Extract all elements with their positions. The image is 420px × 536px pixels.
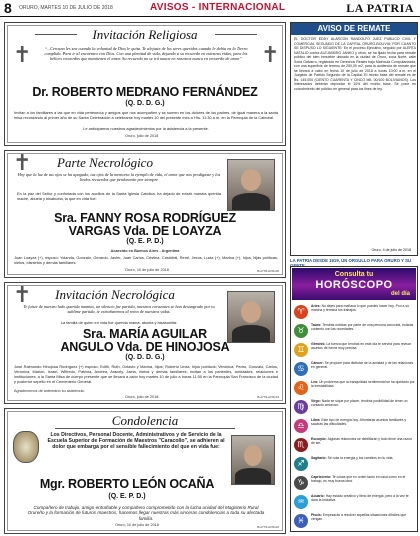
photo-face — [241, 169, 261, 191]
sign-text — [311, 399, 416, 408]
condolence-closing: Compañero de trabajo, amigo entrañable y compañero comprometido con la lucha unidad del Magisterio Rural Orureño y la formación de futuros maestros, hacemos llegar nuestras más sinceras condolencias a toda su afectada familia. — [27, 505, 265, 521]
sign-text — [311, 475, 416, 484]
sign-prediction: Algunas relaciones se debilitarán y todo tiene una razón de ser. — [311, 437, 412, 446]
horoscope-sign-cáncer — [293, 360, 416, 379]
notice-title: Parte Necrológico — [57, 155, 153, 170]
horoscope-panel — [290, 266, 418, 532]
sign-name: Leo: — [311, 380, 320, 384]
notice-parte-necrologico — [4, 150, 286, 278]
zodiac-tauro-icon: ♉ — [294, 324, 308, 338]
condolence-body: Los Directivos, Personal Docente, Administrativos y de Servicio de la Escuela Superior de Formación de Maestros "Caracollo", se adhieren al dolor que embarga por el sensible fallecimiento del que en vida fue: — [47, 432, 225, 451]
aviso-text: EL DOCTOR EDDY ALARCON RANDOLFO JUEZ PUBLICO CIVIL Y COMERCIAL SEGUNDO DE LA CAPITAL ORURO-BOLIVIA; POR CUANTO SE DISPUSO LO SIGUIENTE: En el proceso Ejecutivo, seguido por ALERTA NATALIO contra ALEJANDRO JANKO y otros, se ha fijado fecha para remate público del bien inmueble ubicado en la ciudad de Oruro, zona Norte, calle Soria Galvarro, registrado en Derechos Reales bajo Matrícula Computarizada, con una superficie de terreno de 250,00 m2, para la audiencia de remate que se llevará a cabo en fecha 10 de julio de 2018 a horas 10:00 a.m. en el Juzgado de Partido Segundo de la Capital. El monto base del remate es de Bs. 145.000 (CIENTO CUARENTA Y CINCO MIL 00/100 BOLIVIANOS). Los interesados deberán depositar el 10% del monto base. Se pone en conocimiento del público en general para los fines de ley. — [294, 37, 416, 91]
institution-crest — [13, 431, 39, 463]
sign-name: Capricornio: — [311, 475, 333, 479]
deceased-name-line1: Sra. MARÍA AGUILAR — [83, 327, 207, 341]
zodiac-virgo-icon: ♍ — [294, 400, 308, 414]
sign-prediction: Empezarás a resolver aquellas situaciones difíciles que vengan. — [311, 513, 407, 522]
dove-cross-icon: ✝ — [13, 283, 32, 308]
sign-text — [311, 380, 416, 389]
sign-text — [311, 494, 416, 503]
horoscope-sign-piscis — [293, 512, 416, 531]
zodiac-acuario-icon: ♒ — [294, 495, 308, 509]
sign-text — [311, 342, 416, 351]
horoscope-sign-virgo — [293, 398, 416, 417]
notice-title: Condolencia — [111, 413, 179, 428]
deceased-initials: (Q. D. D. G.) — [125, 100, 165, 107]
notice-condolencia — [4, 408, 286, 534]
sign-name: Libra: — [311, 418, 322, 422]
horoscope-sign-géminis — [293, 341, 416, 360]
ad-code: B-2778-AVIS-06 — [257, 269, 279, 273]
sign-prediction: Te cosas que en orden tanto en casa como en el trabajo, es muy buena idea. — [311, 475, 406, 484]
notice-intro: La familia de quien en vida fue querida mamá, abuela y bisabuelita: — [60, 320, 178, 325]
banner-sub-text: del día — [390, 291, 410, 297]
dove-cross-icon: ✝ — [13, 43, 32, 68]
horoscope-sign-tauro — [293, 322, 416, 341]
deceased-initials: (Q. E. P. D.) — [108, 493, 146, 500]
sign-text — [311, 456, 416, 460]
title-rule — [55, 428, 235, 429]
newspaper-logo: LA PATRIA — [346, 1, 414, 15]
sign-prediction: Nada se sique por placer, tendrás posibilidad de tener un contacto amoroso. — [311, 399, 408, 408]
zodiac-capricornio-icon: ♑ — [294, 476, 308, 490]
section-title: AVISOS - INTERNACIONAL — [150, 2, 286, 13]
deceased-photo — [227, 159, 275, 211]
zodiac-cáncer-icon: ♋ — [294, 362, 308, 376]
notice-quote: Hoy que la luz de tus ojos se ha apagado, tus ojos de la memoria la ejemplo de vida, el amor que nos prodigaste y los lindos recuerdos que perdurarán por siempre — [17, 172, 221, 183]
sign-name: Virgo: — [311, 399, 322, 403]
deceased-initials: (Q. D. D. G.) — [125, 354, 165, 361]
death-location: Acaecido en Buenos Aires - Argentina — [110, 249, 180, 253]
sign-prediction: Tendrás noticias por parte de una persona conocida, estarás contento con las novedades. — [311, 323, 414, 332]
notice-intro: En la paz del Señor y confortada con los auxilios de la Santa Iglesia Católica, ha dejado de existir nuestra querida madre, abuela y bisabuela, la que en vida fue: — [17, 191, 221, 201]
zodiac-géminis-icon: ♊ — [294, 343, 308, 357]
sign-text — [311, 361, 416, 370]
place-date: Oruro, julio de 2018 — [125, 395, 159, 399]
edition-date: ORURO, MARTES 10 DE JULIO DE 2018 — [19, 5, 113, 11]
horoscope-sign-aries — [293, 303, 416, 322]
horoscope-sign-leo — [293, 379, 416, 398]
notice-quote: “...Cercano les sea cuando la voluntad de Dios le quita. Te alejaste de los seres queridos cuando le debía en la Tierra cumplida. Para ir al encuentro con Dios. Con una plenitud de vida, dejando a su recuerdo en nuestras vidas, para los hélices recuerdos que mantienen el amor. Su recuerdo no se irá nunca en nosotros nunca en recuerdo de amor” — [44, 46, 248, 62]
horoscope-sign-escorpio — [293, 436, 416, 455]
sign-text — [311, 513, 416, 522]
photo-face — [244, 445, 262, 466]
page-header — [0, 0, 420, 17]
notice-title: Invitación Necrológica — [55, 287, 175, 302]
sign-prediction: Este tipo de energía hoy. Afrontarás asuntos familiares y sacarás las dificultades. — [311, 418, 407, 427]
sign-name: Piscis: — [311, 513, 323, 517]
horoscope-sign-acuario — [293, 493, 416, 512]
place-date: Oruro, julio de 2018 — [125, 134, 159, 138]
promo-strip: LA PATRIA DESDE 1919, UN ORGULLO PARA ORURO Y SU — [290, 258, 412, 263]
banner-top-text: Consulta tu — [334, 271, 374, 278]
aviso-de-remate — [290, 22, 418, 256]
horoscope-banner — [292, 268, 416, 300]
family-list: José Raimundo Hinojosa Rodríguez (+) esposo; Edith, Ruth, Octavio y Marina, hijos; Roberto Urcia, hijos políticos; Verónica, Pedro, Gonzalo, Carlos, Veronica, Marlon, Israel, Wilfredo, Patricia, Andrea, Aracely, Jaela, nietos y demás familiares; invitan a los parientes, amistades, relaciones e instituciones; a la Santa Misa de cuerpo presente que se llevará a cabo hoy martes 10 de julio a horas 11:00 en la Parroquia San Francisco de la ciudad y posterior sepelio en el Cementerio General. — [14, 364, 278, 384]
sign-prediction: La fuerza que tendrás en este día te servirá para revisar asuntos de forma muy precisa. — [311, 342, 411, 351]
sign-name: Sagitario: — [311, 456, 328, 460]
dove-cross-icon: ✝ — [13, 151, 32, 176]
sign-name: Tauro: — [311, 323, 323, 327]
zodiac-libra-icon: ♎ — [294, 419, 308, 433]
aviso-title: AVISO DE REMATE — [291, 23, 417, 35]
family-list: Juan Loayza (+), esposo; Yolanda, Gonzalo, Gerardo, Javier, Juan Carlos, Cristina, Cristóbal, René, Jesús, Lucia (+), Marina (+), hijos, hijas políticas, nietos, bisnietos y demás familiares. — [14, 255, 278, 265]
place-date: Oruro, 10 de julio de 2018 — [125, 268, 169, 272]
sign-prediction: Un problema que la tranquilidad sentimental se ha quedado por la inestabilidad. — [311, 380, 415, 389]
sign-name: Escorpio: — [311, 437, 328, 441]
page-number: 8 — [4, 0, 12, 16]
sign-text — [311, 304, 416, 313]
notice-title: Invitación Religiosa — [92, 27, 198, 42]
zodiac-escorpio-icon: ♏ — [294, 438, 308, 452]
sign-text — [311, 437, 416, 446]
sign-name: Cáncer: — [311, 361, 325, 365]
deceased-name: Mgr. ROBERTO LEÓN OCAÑA — [39, 477, 215, 491]
sign-text — [311, 323, 416, 332]
deceased-name-line1: Sra. FANNY ROSA RODRÍGUEZ — [54, 211, 236, 225]
zodiac-leo-icon: ♌ — [294, 381, 308, 395]
horoscope-sign-sagitario — [293, 455, 416, 474]
photo-shoulders — [232, 193, 271, 210]
deceased-name: Dr. ROBERTO MEDRANO FERNÁNDEZ — [32, 85, 258, 99]
sign-name: Aries: — [311, 304, 322, 308]
sign-prediction: No dejes para mañana lo que puedes hacer hoy. Pon a su marcha y termina tus trabajos. — [311, 304, 409, 313]
banner-main-text: HORÓSCOPO — [315, 279, 393, 291]
sign-prediction: Hay estado creativo y lleno de energía, pero a la vez te dará la iniciativa. — [311, 494, 409, 503]
sign-text — [311, 418, 416, 427]
notice-thanks: Agradecemos de antemano su asistencia. — [14, 389, 85, 393]
notice-body: Invitan a los familiares a las que en vida pertenecía y amigos que nos acompañen y se sumen en los dolores de los padres, de igual manera a la santa misa recordando al primer año de su Santa Celebración a celebrarse hoy martes 10 del presente mes a Hrs. 11:30 a.m. en la Parroquia de la Catedral. — [14, 110, 278, 120]
zodiac-piscis-icon: ♓ — [294, 514, 308, 528]
zodiac-aries-icon: ♈ — [294, 305, 308, 319]
deceased-name-line2: VARGAS Vda. DE LOAYZA — [68, 224, 222, 238]
zodiac-sagitario-icon: ♐ — [294, 457, 308, 471]
notice-quote: Te fuiste de nuestro lado querida mamita, un silencio fue partida, nuestros corazones se han desangrado por tu sublime partida, te extrañaremos al reino de nuestros vidas. — [23, 304, 215, 315]
aviso-signature: Oruro, 4 de julio de 2018 — [371, 248, 411, 252]
notice-invitacion-necrologica — [4, 282, 286, 404]
horoscope-sign-capricornio — [293, 474, 416, 493]
photo-face — [241, 301, 261, 323]
notice-thanks: Le anticipamos nuestros agradecimientos por la asistencia a la presente. — [83, 126, 209, 131]
sign-name: Acuario: — [311, 494, 326, 498]
ad-code: B-2779-AVIS-02 — [257, 525, 279, 529]
notice-invitacion-religiosa — [4, 22, 286, 146]
place-date: Oruro, 10 de julio de 2018 — [115, 523, 159, 527]
horoscope-sign-libra — [293, 417, 416, 436]
sign-prediction: Se propone para disfrutar de la amistad y de las relaciones en general. — [311, 361, 414, 370]
sign-prediction: Se nota la energía y los cambios en tu vida. — [327, 456, 394, 460]
sign-name: Géminis: — [311, 342, 327, 346]
ad-code: B-2779-AVIS-04 — [257, 395, 279, 399]
title-rule-right — [215, 34, 257, 35]
deceased-initials: (Q. E. P. D.) — [126, 238, 164, 245]
deceased-name-line2: ANGULO Vda. DE HINOJOSA — [60, 340, 230, 354]
dove-cross-icon: ✝ — [261, 43, 280, 68]
